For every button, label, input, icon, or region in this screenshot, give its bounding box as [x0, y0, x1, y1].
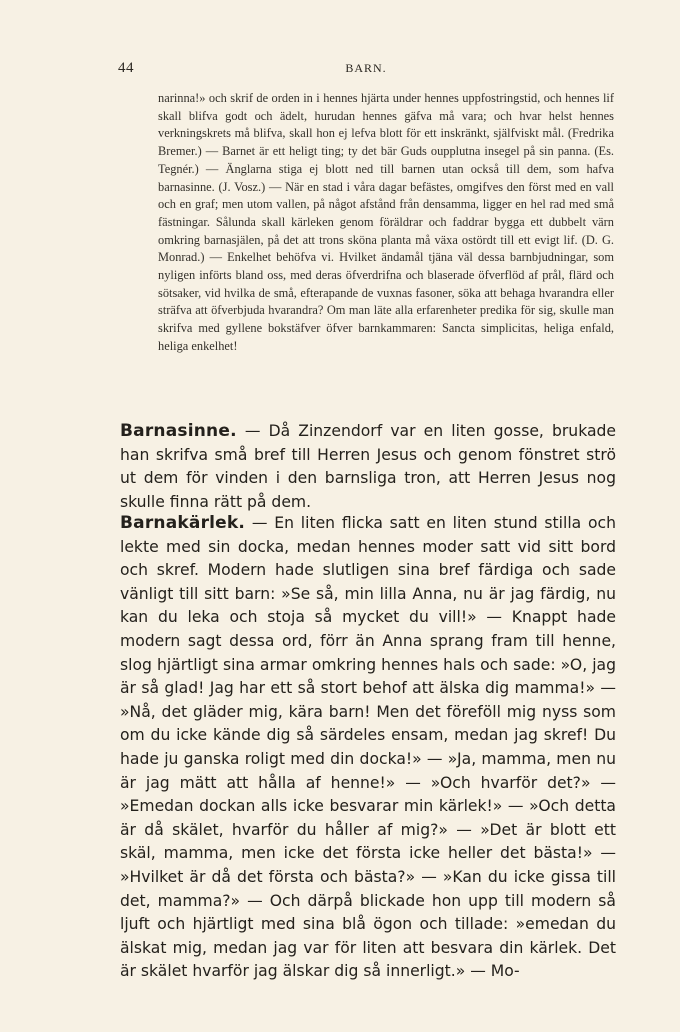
page-number: 44 [118, 60, 134, 76]
page-header [118, 60, 614, 80]
entry-paragraph [120, 512, 616, 984]
entry-barnakarlek [120, 512, 616, 984]
entry-paragraph [120, 420, 616, 514]
entry-headword: Barnakärlek. [120, 513, 246, 533]
quotations-text: narinna!» och skrif de orden in i hennes hjärta under hennes uppfostringstid, och hennes lif skall blifva godt och ädelt, hurudan hennes gäfva må vara; och hvar helst hennes verkningskrets må blifva, skall hon ej lefva blott för ett inskränkt, själfviskt mål. (Fredrika Bremer.) — Barnet är ett heligt ting; ty det bär Guds oupplutna insegel på sin panna. (Es. Tegnér.) — Änglarna stiga ej blott ned till barnen utan också till dem, som hafva barnasinne. (J. Vosz.) — När en stad i våra dagar befästes, omgifves den först med en vall och en graf; men utom vallen, på något afstånd från densamma, ligger en hel rad med små fästningar. Sålunda skall kärleken genom föräldrar och faddrar bygga ett dubbelt värn omkring barnasjälen, på det att trons sköna planta må växa ostördt till ett evigt lif. (D. G. Monrad.) — Enkelhet behöfva vi. Hvilket ändamål tjäna väl dessa barnbjudningar, som nyligen införts bland oss, med deras öfverdrifna och blaserade öfverflöd af prål, flärd och sötsaker, vid hvilka de små, efterapande de vuxnas fasoner, söka att behaga hvarandra eller sträfva att öfverbjuda hvarandra? Om man läte alla erfarenheter predika för sig, skulle man skrifva med gyllene bokstäfver öfver barnkammaren: Sancta simplicitas, heliga enfald, heliga enkelhet! [158, 91, 614, 353]
quotations-paragraph [158, 90, 614, 356]
entry-headword: Barnasinne. [120, 421, 237, 441]
entry-text: — Då Zinzendorf var en liten gosse, brukade han skrifva små bref till Herren Jesus och genom fönstret strö ut dem för vinden i den barnsliga tron, att Herren Jesus nog skulle finna rätt på dem. [120, 422, 616, 511]
entry-text: — En liten flicka satt en liten stund stilla och lekte med sin docka, medan hennes moder satt vid sitt bord och skref. Modern hade slutligen sina bref färdiga och sade vänligt till sitt barn: »Se så, min lilla Anna, nu är jag färdig, nu kan du leka och stoja så mycket du vill!» — Knappt hade modern sagt dessa ord, förr än Anna sprang fram till henne, slog hjärtligt sina armar omkring hennes hals och sade: »O, jag är så glad! Jag har ett så stort behof att älska dig mamma!» — »Nå, det gläder mig, kära barn! Men det föreföll mig nyss som om du icke kände dig så särdeles ensam, medan jag skref! Du hade ju ganska roligt med din docka!» — »Ja, mamma, men nu är jag mätt att hålla af henne!» — »Och hvarför det?» — »Emedan dockan alls icke besvarar min kärlek!» — »Och detta är då skälet, hvarför du håller af mig?» — »Det är blott ett skäl, mamma, men icke det första icke heller det bästa!» — »Hvilket är då det första och bästa?» — »Kan du icke gissa till det, mamma?» — Och därpå blickade hon upp till modern så ljuft och hjärtligt med sina blå ögon och tillade: »emedan du älskat mig, medan jag var för liten att besvara din kärlek. Det är skälet hvarför jag älskar dig så innerligt.» — Mo- [120, 514, 616, 981]
entry-barnasinne [120, 420, 616, 514]
running-head: BARN. [345, 61, 387, 75]
